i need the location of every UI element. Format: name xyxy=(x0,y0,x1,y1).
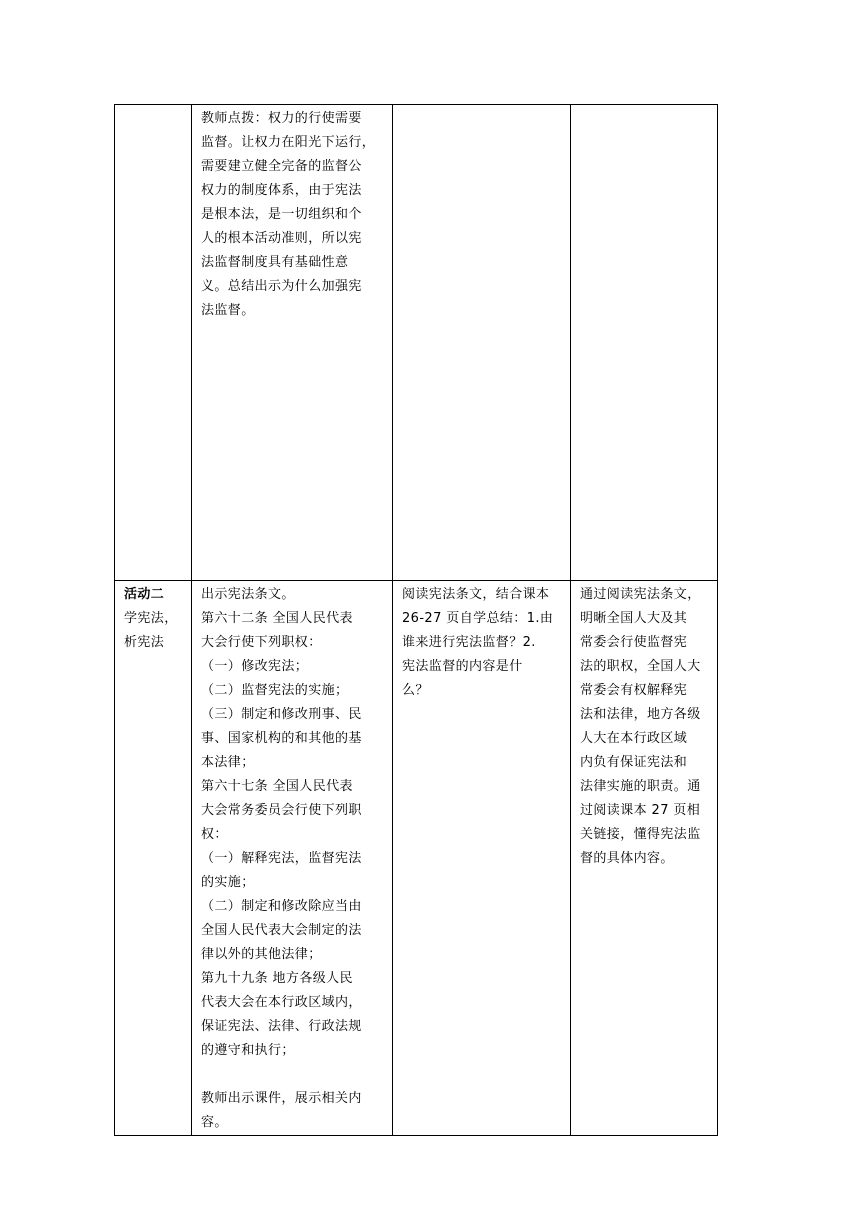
text-line: 代表大会在本行政区域内， xyxy=(201,995,362,1010)
text-line: 26-27 页自学总结：1.由 xyxy=(402,611,554,626)
text-line: 监督。让权力在阳光下运行， xyxy=(201,135,376,150)
text-line: 需要建立健全完备的监督公 xyxy=(201,159,362,174)
activity-subtitle-line: 学宪法， xyxy=(124,611,178,626)
teacher-activity-cell xyxy=(192,105,393,581)
activity-subtitle-line: 析宪法 xyxy=(124,635,165,650)
text-line: 通过阅读宪法条文， xyxy=(580,587,701,602)
student-activity-cell xyxy=(393,105,571,581)
text-line: 第六十七条 全国人民代表 xyxy=(201,779,353,794)
activity-cell xyxy=(115,105,192,581)
text-line: 宪法监督的内容是什 xyxy=(402,659,523,674)
text-line: 常委会有权解释宪 xyxy=(580,683,688,698)
text-line: 的遵守和执行； xyxy=(201,1043,295,1058)
text-line: （二）监督宪法的实施； xyxy=(201,683,349,698)
text-line: 本法律； xyxy=(201,755,255,770)
design-intent-cell xyxy=(571,581,718,1136)
text-line: 律以外的其他法律； xyxy=(201,947,322,962)
text-line: 教师出示课件，展示相关内 xyxy=(201,1091,362,1106)
text-line: 关链接，懂得宪法监 xyxy=(580,827,701,842)
text-line: 阅读宪法条文，结合课本 xyxy=(402,587,550,602)
teacher-activity-cell xyxy=(192,581,393,1136)
text-line: 是根本法，是一切组织和个 xyxy=(201,207,362,222)
text-line: 第六十二条 全国人民代表 xyxy=(201,611,353,626)
table-row xyxy=(115,105,718,581)
table-row xyxy=(115,581,718,1136)
text-line: 人大在本行政区域 xyxy=(580,731,688,746)
text-line: 大会常务委员会行使下列职 xyxy=(201,803,362,818)
text-line: 么？ xyxy=(402,683,429,698)
text-line: 谁来进行宪法监督？2. xyxy=(402,635,536,650)
text-line: 法监督制度具有基础性意 xyxy=(201,255,349,270)
blank-line xyxy=(201,1063,385,1087)
text-line: 过阅读课本 27 页相 xyxy=(580,803,701,818)
lesson-plan-table xyxy=(114,104,718,1136)
text-line: 第九十九条 地方各级人民 xyxy=(201,971,353,986)
text-line: （一）修改宪法； xyxy=(201,659,309,674)
text-line: 容。 xyxy=(201,1115,228,1130)
text-line: 法的职权，全国人大 xyxy=(580,659,701,674)
text-line: 义。总结出示为什么加强宪 xyxy=(201,279,362,294)
text-line: 大会行使下列职权： xyxy=(201,635,322,650)
text-line: 出示宪法条文。 xyxy=(201,587,295,602)
text-line: 保证宪法、法律、行政法规 xyxy=(201,1019,362,1034)
text-line: 内负有保证宪法和 xyxy=(580,755,688,770)
text-line: 人的根本活动准则，所以宪 xyxy=(201,231,362,246)
text-line: 权力的制度体系，由于宪法 xyxy=(201,183,362,198)
text-line: 全国人民代表大会制定的法 xyxy=(201,923,362,938)
student-activity-cell xyxy=(393,581,571,1136)
text-line: 法监督。 xyxy=(201,303,255,318)
text-line: 权： xyxy=(201,827,228,842)
text-line: 教师点拨：权力的行使需要 xyxy=(201,111,362,126)
text-line: （一）解释宪法，监督宪法 xyxy=(201,851,362,866)
text-line: 督的具体内容。 xyxy=(580,851,674,866)
text-line: 明晰全国人大及其 xyxy=(580,611,688,626)
text-line: 常委会行使监督宪 xyxy=(580,635,688,650)
activity-title: 活动二 xyxy=(124,587,165,602)
text-line: 的实施； xyxy=(201,875,255,890)
activity-cell xyxy=(115,581,192,1136)
text-line: 事、国家机构的和其他的基 xyxy=(201,731,362,746)
text-line: 法和法律，地方各级 xyxy=(580,707,701,722)
text-line: 法律实施的职责。通 xyxy=(580,779,701,794)
design-intent-cell xyxy=(571,105,718,581)
text-line: （二）制定和修改除应当由 xyxy=(201,899,362,914)
text-line: （三）制定和修改刑事、民 xyxy=(201,707,362,722)
